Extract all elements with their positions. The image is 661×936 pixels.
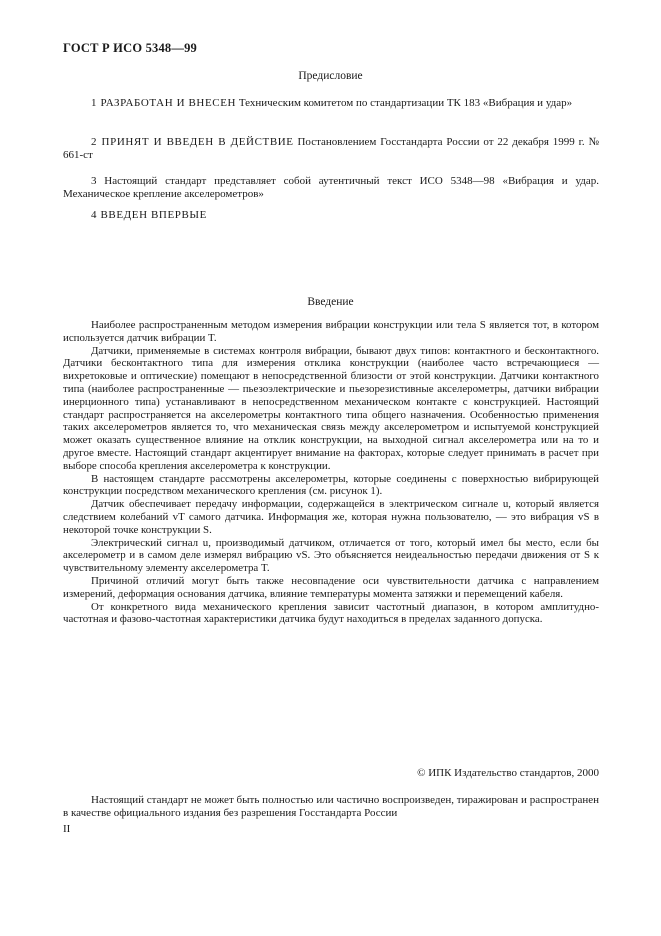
copyright-line: © ИПК Издательство стандартов, 2000	[417, 767, 599, 779]
intro-paragraph: Датчики, применяемые в системах контроля вибрации, бывают двух типов: контактного и бесконтактного. Датчики бесконтактного типа для измерения отклика конструкции (наиболее часто встречающиеся — вихретоковые и оптические) помещают в непосредственной близости от этой конструкции. Датчики контактного типа (наиболее распространенные — пьезоэлектрические и пьезорезистивные акселерометры, датчики вибрации инерционного типа) устанавливают в непосредственном механическом контакте с конструкцией. Настоящий стандарт распространяется на акселерометры контактного типа общего назначения. Особенностью применения таких акселерометров является то, что механическая связь между акселерометром и испытуемой конструкцией может оказать существенное влияние на отклик конструкции, на выходной сигнал акселерометра или на то и другое вместе. Настоящий стандарт акцентирует внимание на факторах, которые следует принимать в расчет при выборе способа крепления акселерометра к конструкции.	[63, 344, 599, 472]
intro-paragraph: В настоящем стандарте рассмотрены акселерометры, которые соединены с поверхностью вибрирующей конструкции посредством механического крепления (см. рисунок 1).	[63, 472, 599, 498]
intro-paragraph: Электрический сигнал u, производимый датчиком, отличается от того, который имел бы место, если бы акселерометр и в самом деле измерял вибрацию vS. Это объясняется неидеальностью передачи движения от S к чувствительному элементу акселерометра T.	[63, 536, 599, 575]
preface-item-2-text: Постановлением Госстандарта России от 22 декабря 1999 г. № 661-ст	[63, 136, 599, 161]
preface-item-2-lead: 2 ПРИНЯТ И ВВЕДЕН В ДЕЙСТВИЕ	[91, 136, 294, 148]
intro-paragraph: Датчик обеспечивает передачу информации, содержащейся в электрическом сигнале u, который является следствием колебаний vT самого датчика. Информация же, которая нужна пользователю, — это вибрация vS в некоторой точке конструкции S.	[63, 498, 599, 536]
preface-item-1-text: Техническим комитетом по стандартизации ТК 183 «Вибрация и удар»	[236, 97, 573, 109]
page-number: II	[63, 823, 71, 835]
preface-item-2	[63, 136, 599, 162]
preface-title: Предисловие	[298, 70, 363, 82]
reproduction-notice: Настоящий стандарт не может быть полностью или частично воспроизведен, тиражирован и распространен в качестве официального издания без разрешения Госстандарта России	[63, 794, 599, 819]
intro-paragraph: Причиной отличий могут быть также несовпадение оси чувствительности датчика с направлением измерений, деформация основания датчика, влияние температуры момента затяжки и перемещений кабеля.	[63, 574, 599, 600]
preface-item-4	[63, 209, 599, 222]
introduction-title: Введение	[307, 296, 354, 308]
preface-item-3	[63, 175, 599, 201]
preface-item-1-lead: 1 РАЗРАБОТАН И ВНЕСЕН	[91, 97, 237, 109]
preface-item-3-text: 3 Настоящий стандарт представляет собой аутентичный текст ИСО 5348—98 «Вибрация и удар. Механическое крепление акселерометров»	[63, 175, 599, 200]
standard-code-header: ГОСТ Р ИСО 5348—99	[63, 41, 197, 55]
introduction-body	[63, 319, 599, 626]
intro-paragraph: От конкретного вида механического крепления зависит частотный диапазон, в котором амплитудно-частотная и фазово-частотная характеристики датчика будут находиться в пределах заданного допуска.	[63, 600, 599, 626]
preface-item-1	[63, 97, 599, 110]
intro-paragraph: Наиболее распространенным методом измерения вибрации конструкции или тела S является тот, в котором используется датчик вибрации T.	[63, 319, 599, 344]
preface-item-4-lead: 4 ВВЕДЕН ВПЕРВЫЕ	[91, 209, 207, 221]
